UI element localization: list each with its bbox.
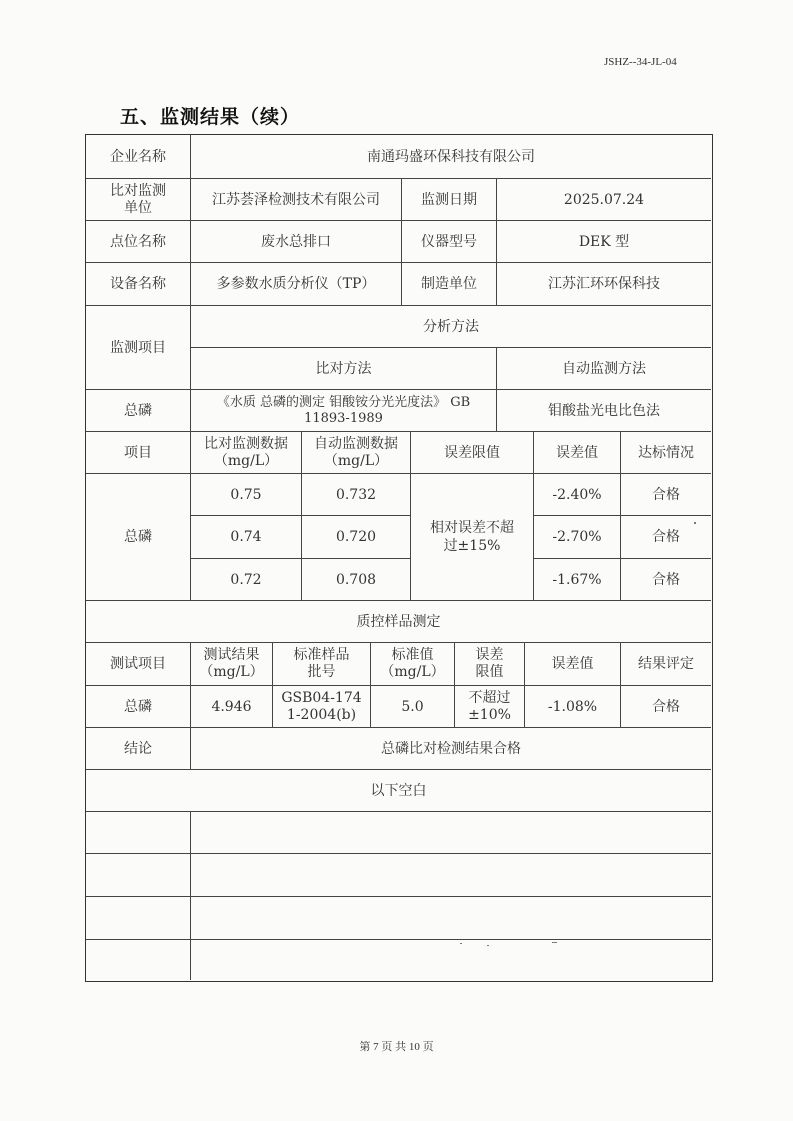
table-row-2-auto: 0.720: [302, 516, 411, 559]
model-label: 仪器型号: [402, 221, 497, 263]
monitor-date-value: 2025.07.24: [497, 179, 711, 221]
method-item-name: 总磷: [86, 390, 191, 432]
compare-header-item: 项目: [86, 432, 191, 474]
blank-note: 以下空白: [86, 770, 711, 812]
table-row-1-compare: 0.75: [191, 474, 302, 516]
compare-header-auto-data: 自动监测数据（mg/L）: [302, 432, 411, 474]
maker-label: 制造单位: [402, 263, 497, 306]
qc-row-item: 总磷: [86, 686, 191, 728]
table-row-2-result: 合格: [621, 516, 711, 559]
scan-speck: [487, 945, 489, 946]
compare-unit-value: 江苏荟泽检测技术有限公司: [191, 179, 402, 221]
empty-row-2-label: [86, 854, 191, 897]
conclusion-label: 结论: [86, 728, 191, 770]
qc-header-standard: 标准值（mg/L）: [371, 643, 455, 686]
qc-row-error: -1.08%: [525, 686, 621, 728]
company-value: 南通玛盛环保科技有限公司: [191, 135, 711, 179]
compare-method-value: 《水质 总磷的测定 钼酸铵分光光度法》 GB 11893-1989: [191, 390, 497, 432]
qc-row-standard: 5.0: [371, 686, 455, 728]
qc-title: 质控样品测定: [86, 601, 711, 643]
table-row-1-auto: 0.732: [302, 474, 411, 516]
compare-unit-label: [86, 179, 191, 221]
table-row-3-compare: 0.72: [191, 559, 302, 601]
section-title: 五、监测结果（续）: [120, 106, 301, 128]
point-value: 废水总排口: [191, 221, 402, 263]
empty-row-3-value: [191, 897, 711, 940]
qc-header-result: 测试结果（mg/L）: [191, 643, 273, 686]
qc-row-limit: 不超过±10%: [455, 686, 525, 728]
compare-method-label: 比对方法: [191, 348, 497, 390]
qc-header-evaluation: 结果评定: [621, 643, 711, 686]
compare-header-result: 达标情况: [621, 432, 711, 474]
model-value: DEK 型: [497, 221, 711, 263]
compare-header-error: 误差值: [534, 432, 621, 474]
device-label: 设备名称: [86, 263, 191, 306]
empty-row-1-value: [191, 812, 711, 854]
compare-unit-label-text: 比对监测单位: [110, 182, 166, 216]
empty-row-1-label: [86, 812, 191, 854]
point-label: 点位名称: [86, 221, 191, 263]
scan-speck: [694, 522, 696, 524]
compare-item-name: 总磷: [86, 474, 191, 601]
monitor-date-label: 监测日期: [402, 179, 497, 221]
qc-row-batch: GSB04-1741-2004(b): [273, 686, 371, 728]
empty-row-4-value: [191, 940, 711, 980]
maker-value: 江苏汇环环保科技: [497, 263, 711, 306]
auto-method-value: 钼酸盐光电比色法: [497, 390, 711, 432]
page-number: 第 7 页 共 10 页: [359, 1041, 434, 1053]
qc-header-item: 测试项目: [86, 643, 191, 686]
empty-row-2-value: [191, 854, 711, 897]
scan-speck: [552, 942, 557, 943]
empty-row-4-label: [86, 940, 191, 980]
table-row-1-error: -2.40%: [534, 474, 621, 516]
compare-header-compare-data: 比对监测数据（mg/L）: [191, 432, 302, 474]
empty-row-3-label: [86, 897, 191, 940]
qc-row-result: 4.946: [191, 686, 273, 728]
compare-header-limit: 误差限值: [411, 432, 534, 474]
qc-row-evaluation: 合格: [621, 686, 711, 728]
analysis-method-label: 分析方法: [191, 306, 711, 348]
qc-header-batch: 标准样品批号: [273, 643, 371, 686]
table-row-2-compare: 0.74: [191, 516, 302, 559]
table-row-3-error: -1.67%: [534, 559, 621, 601]
compare-limit-text: 相对误差不超过±15%: [430, 520, 514, 554]
table-row-2-error: -2.70%: [534, 516, 621, 559]
compare-limit-value: [411, 474, 534, 601]
conclusion-value: 总磷比对检测结果合格: [191, 728, 711, 770]
monitor-item-label: 监测项目: [86, 306, 191, 390]
auto-method-label: 自动监测方法: [497, 348, 711, 390]
table-row-1-result: 合格: [621, 474, 711, 516]
qc-header-limit: 误差限值: [455, 643, 525, 686]
table-row-3-result: 合格: [621, 559, 711, 601]
document-code: JSHZ--34-JL-04: [604, 56, 677, 68]
results-table: [85, 134, 713, 982]
qc-header-error: 误差值: [525, 643, 621, 686]
company-label: 企业名称: [86, 135, 191, 179]
device-value: 多参数水质分析仪（TP）: [191, 263, 402, 306]
table-row-3-auto: 0.708: [302, 559, 411, 601]
scan-speck: [460, 943, 462, 944]
